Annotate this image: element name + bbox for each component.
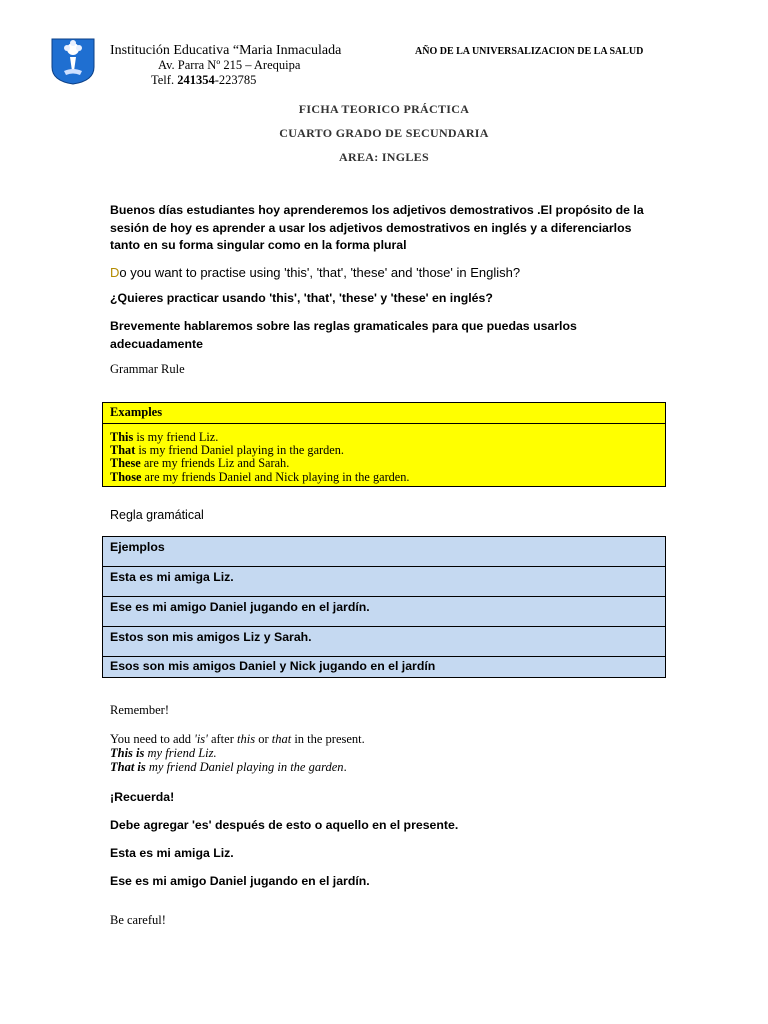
remember-heading: Remember!	[110, 703, 170, 717]
rule-text: after	[207, 732, 237, 746]
regla-gramatical-heading: Regla gramátical	[110, 508, 204, 522]
intro-line: sesión de hoy es aprender a usar los adjetivos demostrativos en inglés y a diferenciarlos	[110, 220, 632, 235]
ejemplos-row: Esos son mis amigos Daniel y Nick jugando en el jardín	[110, 659, 436, 673]
institution-phone	[151, 73, 256, 88]
ejemplos-row: Ese es mi amigo Daniel jugando en el jardín.	[103, 597, 665, 627]
grade-title: CUARTO GRADO DE SECUNDARIA	[279, 126, 489, 140]
recuerda-example: Esta es mi amiga Liz.	[110, 846, 234, 860]
question-english	[110, 264, 670, 282]
example-text: are my friends Liz and Sarah.	[140, 456, 290, 471]
area-title: AREA: INGLES	[339, 150, 429, 164]
example-row	[110, 471, 658, 484]
rule-text: You need to add	[110, 732, 195, 746]
example-text: my friend Daniel playing in the garden	[145, 760, 344, 774]
phone-label: Telf.	[151, 73, 178, 87]
institution-address: Av. Parra Nº 215 – Arequipa	[158, 58, 301, 72]
institution-name: Institución Educativa “Maria Inmaculada	[110, 43, 342, 58]
ejemplos-table-header: Ejemplos	[103, 537, 665, 567]
question-english-text: o you want to practise using 'this', 'that', 'these' and 'those' in English?	[119, 265, 521, 280]
brief-line: adecuadamente	[110, 336, 203, 351]
example-text: is my friend Daniel playing in the garden.	[135, 443, 344, 458]
example-keyword: This is	[110, 746, 145, 760]
rule-word-that: that	[271, 732, 292, 746]
remember-rule	[110, 732, 365, 774]
remember-example	[110, 746, 365, 760]
example-text: my friend Liz.	[144, 746, 217, 760]
example-keyword: These	[110, 456, 141, 471]
example-text: are my friends Daniel and Nick playing in the garden.	[141, 469, 410, 484]
intro-line: Buenos días estudiantes hoy aprenderemos los adjetivos demostrativos .El propósito de la	[110, 203, 644, 217]
rule-word-this: this	[237, 732, 256, 746]
examples-table-body	[103, 424, 665, 486]
example-keyword: This	[110, 430, 134, 444]
worksheet-title: FICHA TEORICO PRÁCTICA	[298, 102, 470, 116]
example-text: is my friend Liz.	[133, 430, 219, 444]
example-keyword: That is	[110, 760, 146, 774]
be-careful-heading: Be careful!	[110, 913, 166, 927]
question-spanish: ¿Quieres practicar usando 'this', 'that', 'these' y 'these' en inglés?	[110, 291, 493, 305]
intro-paragraph	[110, 202, 670, 255]
rule-word-is: 'is'	[194, 732, 208, 746]
rule-text: or	[255, 732, 272, 746]
example-keyword: That	[110, 443, 136, 458]
intro-line: tanto en su forma singular como en la forma plural	[110, 238, 407, 252]
ejemplos-table	[102, 536, 666, 678]
recuerda-rule: Debe agregar 'es' después de esto o aquello en el presente.	[110, 818, 459, 832]
grammar-rule-heading: Grammar Rule	[110, 362, 185, 376]
example-period: .	[343, 760, 347, 774]
ejemplos-row: Estos son mis amigos Liz y Sarah.	[103, 627, 665, 657]
ejemplos-row: Esta es mi amiga Liz.	[103, 567, 665, 597]
school-crest-icon	[50, 37, 96, 85]
recuerda-example: Ese es mi amigo Daniel jugando en el jardín.	[110, 874, 370, 888]
rule-text: in the present.	[291, 732, 365, 746]
remember-rule-line	[110, 732, 365, 746]
examples-table	[102, 402, 666, 487]
year-motto: AÑO DE LA UNIVERSALIZACION DE LA SALUD	[415, 46, 644, 57]
recuerda-heading: ¡Recuerda!	[110, 790, 175, 804]
phone-secondary: -223785	[214, 73, 257, 87]
remember-example	[110, 760, 365, 774]
examples-table-header: Examples	[103, 403, 665, 424]
brief-line: Brevemente hablaremos sobre las reglas gramaticales para que puedas usarlos	[110, 319, 577, 333]
example-keyword: Those	[110, 469, 142, 484]
question-first-letter: D	[110, 265, 120, 280]
phone-primary: 241354	[177, 73, 215, 87]
brief-paragraph	[110, 318, 670, 353]
